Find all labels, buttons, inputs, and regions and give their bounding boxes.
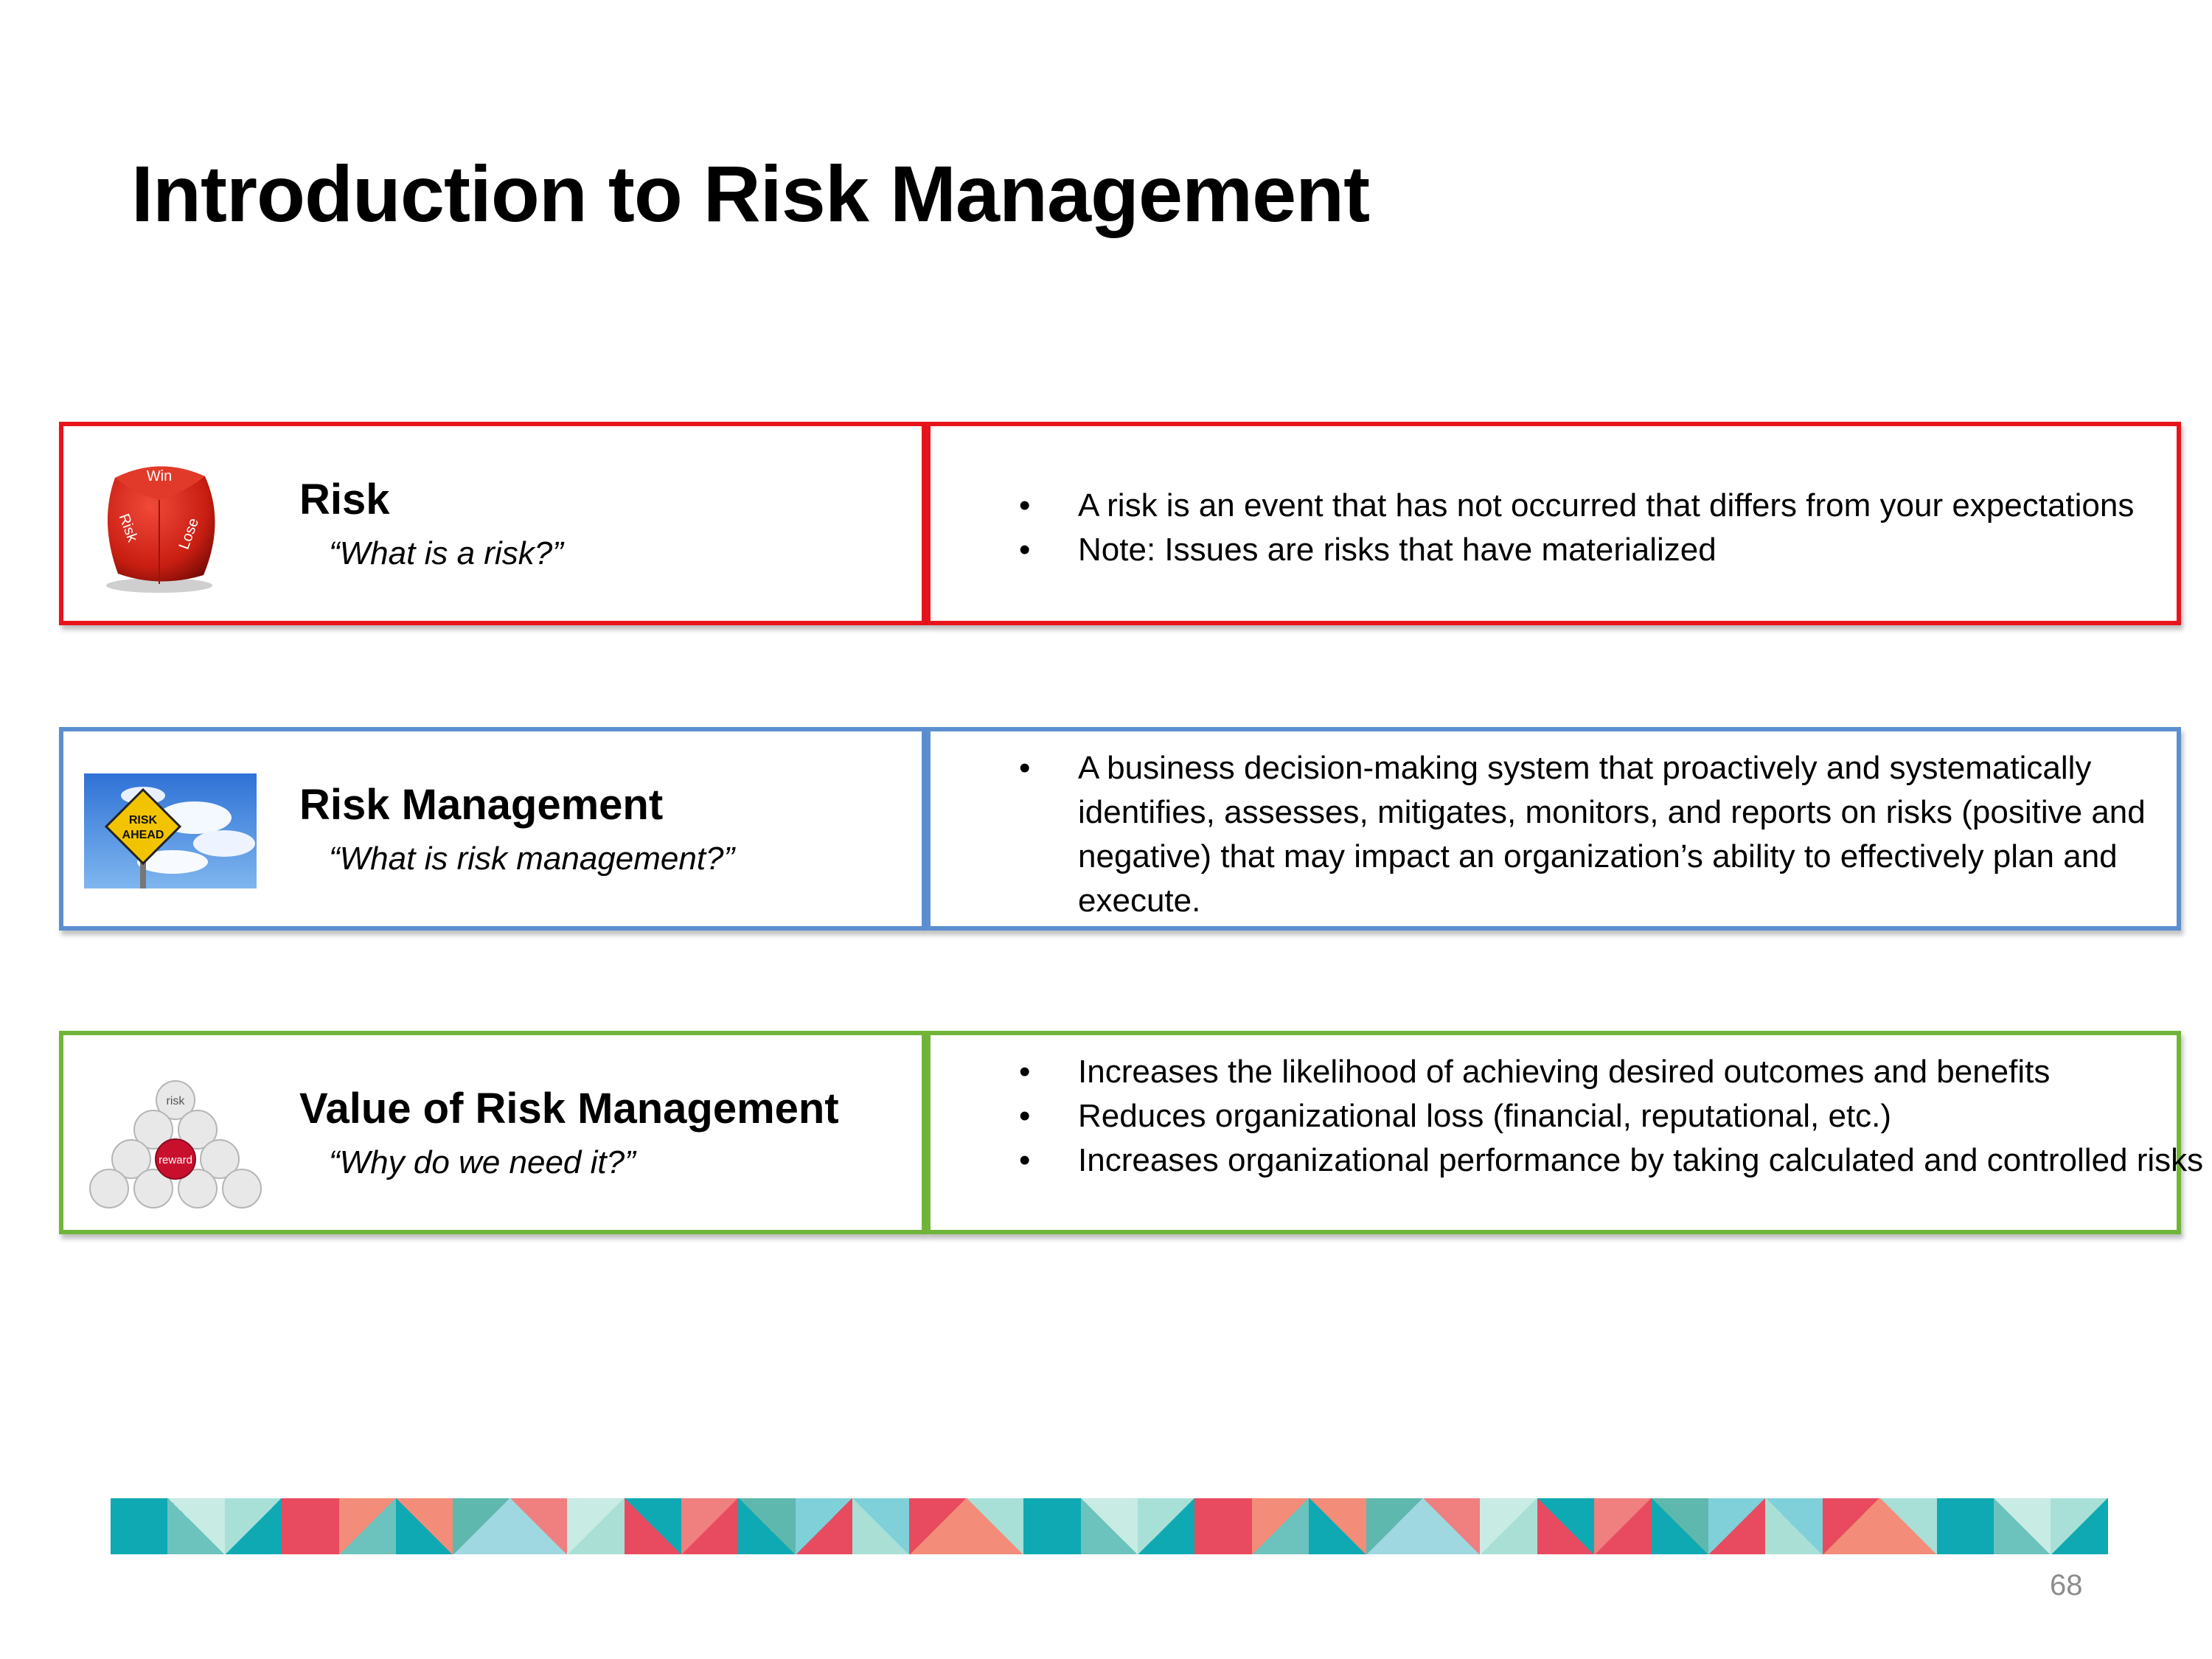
band-tile <box>625 1498 681 1554</box>
band-tile <box>1652 1498 1708 1554</box>
band-tile <box>167 1498 224 1554</box>
list-item: • Reduces organizational loss (financial, reputational, etc.) <box>1019 1098 1892 1134</box>
risk-management-subtitle: “What is risk management?” <box>329 841 735 877</box>
list-item: • A risk is an event that has not occurred that differs from your expectations <box>1019 487 2135 524</box>
page-number: 68 <box>2050 1569 2083 1601</box>
band-tile <box>2051 1498 2107 1554</box>
bullet-text: Note: Issues are risks that have materialized <box>1078 532 1717 568</box>
band-tile <box>1366 1498 1423 1554</box>
band-tile <box>1937 1498 1994 1554</box>
risk-management-bullet-list <box>1019 746 2212 923</box>
band-tile <box>1081 1498 1138 1554</box>
band-tile <box>852 1498 909 1554</box>
risk-management-title: Risk Management <box>299 781 664 829</box>
bullet-text: Reduces organizational loss (financial, reputational, etc.) <box>1078 1098 1892 1134</box>
risk-subtitle: “What is a risk?” <box>329 535 563 571</box>
band-tile <box>1708 1498 1765 1554</box>
value-label-box <box>59 1031 926 1234</box>
band-tile <box>282 1498 338 1554</box>
band-tile <box>1309 1498 1366 1554</box>
risk-management-description-box <box>926 727 2181 931</box>
value-description-box <box>926 1031 2204 1234</box>
band-tile <box>1023 1498 1080 1554</box>
red-dice-icon <box>86 448 233 596</box>
risk-label-box <box>59 422 926 625</box>
band-tile <box>453 1498 509 1554</box>
band-tile <box>738 1498 795 1554</box>
ball-label-reward: reward <box>159 1154 192 1166</box>
decorative-triangle-band <box>111 1498 2109 1554</box>
list-item: • Note: Issues are risks that have materialized <box>1019 532 1717 568</box>
band-tile <box>1252 1498 1309 1554</box>
slide-title: Introduction to Risk Management <box>131 149 1370 238</box>
risk-ahead-sign-icon <box>84 773 257 888</box>
band-tile <box>396 1498 453 1554</box>
band-tile <box>1138 1498 1194 1554</box>
bullet-text: A risk is an event that has not occurred that differs from your expectations <box>1078 487 2135 524</box>
list-item: • Increases the likelihood of achieving desired outcomes and benefits <box>1019 1054 2051 1090</box>
band-tile <box>967 1498 1023 1554</box>
risk-management-row <box>59 727 2181 931</box>
list-item: • Increases organizational performance by taking calculated and controlled risks <box>1019 1142 2204 1178</box>
risk-management-label-box <box>59 727 926 931</box>
dice-label-win: Win <box>146 468 173 484</box>
sign-text-ahead: AHEAD <box>122 829 164 841</box>
band-tile <box>681 1498 738 1554</box>
band-tile <box>1480 1498 1537 1554</box>
value-bullet-list <box>1019 1050 2212 1183</box>
sign-text-risk: RISK <box>128 814 158 827</box>
bullet-text: A business decision-making system that proactively and systematically identifies, assesses, mitigates, monitors, and reports on risks (positive and negative) that may impact an organization’s ability to effectively plan and execute. <box>1078 750 2146 919</box>
band-tile <box>1537 1498 1594 1554</box>
risk-balls-pyramid-icon <box>74 1062 277 1212</box>
band-tile <box>1194 1498 1251 1554</box>
dice-label-risk: Risk <box>115 511 141 544</box>
band-tile <box>1423 1498 1480 1554</box>
bullet-text: Increases the likelihood of achieving desired outcomes and benefits <box>1078 1054 2051 1090</box>
risk-title: Risk <box>299 476 390 524</box>
value-subtitle: “Why do we need it?” <box>329 1144 636 1180</box>
value-title: Value of Risk Management <box>299 1085 839 1133</box>
band-tile <box>567 1498 624 1554</box>
band-tile <box>1994 1498 2051 1554</box>
band-tile <box>796 1498 852 1554</box>
risk-row <box>59 422 2181 625</box>
value-row <box>59 1031 2204 1234</box>
band-tile <box>111 1498 167 1554</box>
band-tile <box>225 1498 282 1554</box>
bullet-text: Increases organizational performance by taking calculated and controlled risks <box>1078 1142 2204 1178</box>
list-item: • A business decision-making system that proactively and systematically identifies, assesses, mitigates, monitors, and reports on risks (positive and negative) that may impact an organization’s ability to effectively plan and execute. <box>1019 750 2146 919</box>
risk-bullet-list <box>1019 484 2212 572</box>
band-tile <box>1823 1498 1879 1554</box>
band-tile <box>1879 1498 1936 1554</box>
risk-description-box <box>926 422 2181 625</box>
band-tile <box>510 1498 567 1554</box>
dice-label-lose: Lose <box>175 515 203 552</box>
band-tile <box>1594 1498 1651 1554</box>
band-tile <box>909 1498 966 1554</box>
ball-label-risk: risk <box>166 1095 185 1107</box>
band-tile <box>339 1498 396 1554</box>
band-tile <box>1765 1498 1822 1554</box>
